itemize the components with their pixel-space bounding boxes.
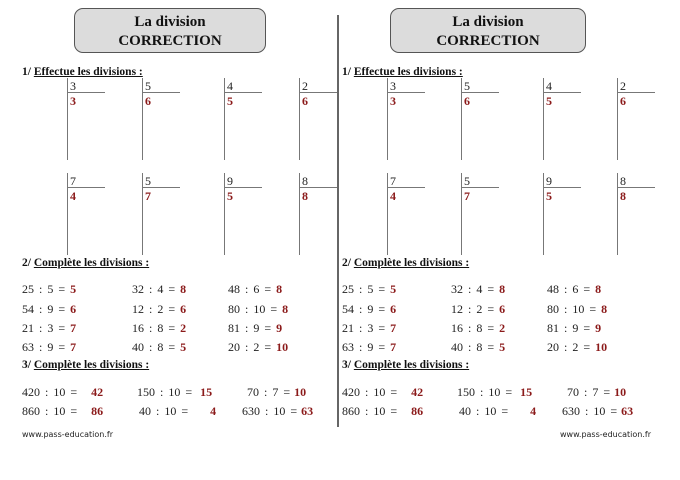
- equation-answer: 8: [499, 282, 506, 296]
- section-number: 1/: [342, 66, 351, 78]
- quotient: 6: [302, 94, 308, 108]
- equation-answer: 63: [301, 404, 314, 418]
- quotient: 6: [145, 94, 151, 108]
- section-number: 3/: [22, 359, 31, 371]
- equation-question: 54 : 9 =: [22, 302, 66, 316]
- quotient: 3: [390, 94, 396, 108]
- equation: [342, 302, 396, 316]
- equation-answer: 8: [180, 282, 187, 296]
- equation-question: 48 : 6 =: [547, 282, 591, 296]
- title-line2: CORRECTION: [118, 33, 222, 49]
- section-label: Complète les divisions :: [353, 359, 470, 371]
- section-number: 2/: [342, 257, 351, 269]
- division-vertical-line: [461, 173, 462, 255]
- equation-answer: 7: [390, 321, 397, 335]
- equation: [342, 321, 396, 335]
- equation-answer: 10: [294, 385, 307, 399]
- divisor: 8: [302, 174, 308, 188]
- divisor: 5: [145, 79, 151, 93]
- division-vertical-line: [617, 78, 618, 160]
- footer-url[interactable]: www.pass-education.fr: [22, 430, 113, 439]
- equation: [547, 340, 607, 354]
- equation: [451, 302, 505, 316]
- equation-answer: 4: [530, 404, 537, 418]
- equation: [451, 321, 505, 335]
- divisor: 5: [145, 174, 151, 188]
- quotient: 3: [70, 94, 76, 108]
- title-box: [390, 8, 586, 53]
- equation-answer: 15: [520, 385, 533, 399]
- division-vertical-line: [617, 173, 618, 255]
- equation-answer: 2: [180, 321, 187, 335]
- equation-answer: 8: [601, 302, 608, 316]
- equation-answer: 8: [595, 282, 602, 296]
- equation-answer: 7: [70, 340, 77, 354]
- equation-question: 32 : 4 =: [132, 282, 176, 296]
- divisor: 2: [302, 79, 308, 93]
- section1-title: [342, 66, 463, 78]
- quotient: 8: [620, 189, 626, 203]
- section-label: Complète les divisions :: [33, 257, 150, 269]
- section-label: Effectue les divisions :: [33, 66, 143, 78]
- quotient: 4: [70, 189, 76, 203]
- equation-question: 70 : 7 =: [247, 385, 291, 399]
- divisor: 3: [390, 79, 396, 93]
- equation: [342, 385, 423, 399]
- divisor: 8: [620, 174, 626, 188]
- equation: [547, 302, 607, 316]
- quotient: 5: [227, 94, 233, 108]
- quotient: 5: [546, 94, 552, 108]
- equation-question: 80 : 10 =: [547, 302, 597, 316]
- equation-question: 21 : 3 =: [22, 321, 66, 335]
- divisor: 7: [390, 174, 396, 188]
- equation: [547, 282, 601, 296]
- equation: [562, 404, 633, 418]
- equation-question: 630 : 10 =: [562, 404, 618, 418]
- divisor: 4: [227, 79, 233, 93]
- equation-question: 420 : 10 =: [22, 385, 78, 399]
- quotient: 7: [145, 189, 151, 203]
- equation-question: 32 : 4 =: [451, 282, 495, 296]
- quotient: 7: [464, 189, 470, 203]
- division-vertical-line: [387, 78, 388, 160]
- divisor: 5: [464, 174, 470, 188]
- divisor: 2: [620, 79, 626, 93]
- equation-question: 80 : 10 =: [228, 302, 278, 316]
- equation-question: 25 : 5 =: [22, 282, 66, 296]
- section3-title: [342, 359, 469, 371]
- equation-question: 63 : 9 =: [22, 340, 66, 354]
- equation-question: 150 : 10 =: [457, 385, 513, 399]
- division-vertical-line: [543, 78, 544, 160]
- divisor: 9: [227, 174, 233, 188]
- equation-question: 40 : 8 =: [451, 340, 495, 354]
- equation-question: 12 : 2 =: [132, 302, 176, 316]
- equation-answer: 5: [499, 340, 506, 354]
- equation-answer: 86: [411, 404, 424, 418]
- division-vertical-line: [461, 78, 462, 160]
- divisor: 7: [70, 174, 76, 188]
- equation-answer: 6: [499, 302, 506, 316]
- quotient: 8: [302, 189, 308, 203]
- equation-question: 21 : 3 =: [342, 321, 386, 335]
- equation-answer: 7: [390, 340, 397, 354]
- equation-question: 48 : 6 =: [228, 282, 272, 296]
- divisor: 9: [546, 174, 552, 188]
- equation-question: 860 : 10 =: [342, 404, 398, 418]
- footer-url[interactable]: www.pass-education.fr: [560, 430, 651, 439]
- division-vertical-line: [387, 173, 388, 255]
- division-vertical-line: [543, 173, 544, 255]
- equation-answer: 15: [200, 385, 213, 399]
- equation-question: 150 : 10 =: [137, 385, 193, 399]
- equation-question: 20 : 2 =: [228, 340, 272, 354]
- equation: [547, 321, 601, 335]
- equation: [457, 385, 532, 399]
- equation-question: 40 : 10 =: [459, 404, 509, 418]
- equation-answer: 7: [70, 321, 77, 335]
- equation-answer: 10: [614, 385, 627, 399]
- equation-question: 420 : 10 =: [342, 385, 398, 399]
- equation-question: 40 : 10 =: [139, 404, 189, 418]
- title-line2: CORRECTION: [436, 33, 540, 49]
- section-number: 3/: [342, 359, 351, 371]
- equation-question: 630 : 10 =: [242, 404, 298, 418]
- equation-answer: 9: [595, 321, 602, 335]
- section-label: Complète les divisions :: [33, 359, 150, 371]
- equation: [451, 340, 505, 354]
- equation-answer: 6: [390, 302, 397, 316]
- quotient: 5: [227, 189, 233, 203]
- equation-question: 16 : 8 =: [451, 321, 495, 335]
- equation-answer: 42: [91, 385, 104, 399]
- quotient: 4: [390, 189, 396, 203]
- equation-answer: 63: [621, 404, 634, 418]
- equation-question: 16 : 8 =: [132, 321, 176, 335]
- equation-question: 81 : 9 =: [547, 321, 591, 335]
- equation-question: 12 : 2 =: [451, 302, 495, 316]
- equation-question: 81 : 9 =: [228, 321, 272, 335]
- equation-answer: 86: [91, 404, 104, 418]
- divisor: 3: [70, 79, 76, 93]
- quotient: 5: [546, 189, 552, 203]
- equation: [451, 282, 505, 296]
- equation-question: 860 : 10 =: [22, 404, 78, 418]
- equation-answer: 5: [70, 282, 77, 296]
- equation-answer: 4: [210, 404, 217, 418]
- section2-title: [342, 257, 469, 269]
- section-number: 2/: [22, 257, 31, 269]
- equation-answer: 2: [499, 321, 506, 335]
- quotient: 6: [620, 94, 626, 108]
- equation-answer: 10: [276, 340, 289, 354]
- equation-answer: 6: [180, 302, 187, 316]
- equation-question: 25 : 5 =: [342, 282, 386, 296]
- equation-answer: 10: [595, 340, 608, 354]
- divisor: 5: [464, 79, 470, 93]
- section-number: 1/: [22, 66, 31, 78]
- title-line1: La division: [452, 14, 524, 30]
- equation-answer: 5: [180, 340, 187, 354]
- section-label: Complète les divisions :: [353, 257, 470, 269]
- equation-question: 20 : 2 =: [547, 340, 591, 354]
- divisor: 4: [546, 79, 552, 93]
- equation-question: 63 : 9 =: [342, 340, 386, 354]
- equation-question: 40 : 8 =: [132, 340, 176, 354]
- equation: [342, 282, 396, 296]
- equation: [342, 340, 396, 354]
- equation-answer: 9: [276, 321, 283, 335]
- title-line1: La division: [134, 14, 206, 30]
- equation: [342, 404, 423, 418]
- equation-answer: 8: [282, 302, 289, 316]
- equation: [459, 404, 536, 418]
- equation-question: 70 : 7 =: [567, 385, 611, 399]
- equation-answer: 42: [411, 385, 424, 399]
- equation-answer: 8: [276, 282, 283, 296]
- equation-answer: 6: [70, 302, 77, 316]
- quotient: 6: [464, 94, 470, 108]
- section-label: Effectue les divisions :: [353, 66, 463, 78]
- equation: [567, 385, 626, 399]
- equation-question: 54 : 9 =: [342, 302, 386, 316]
- equation-answer: 5: [390, 282, 397, 296]
